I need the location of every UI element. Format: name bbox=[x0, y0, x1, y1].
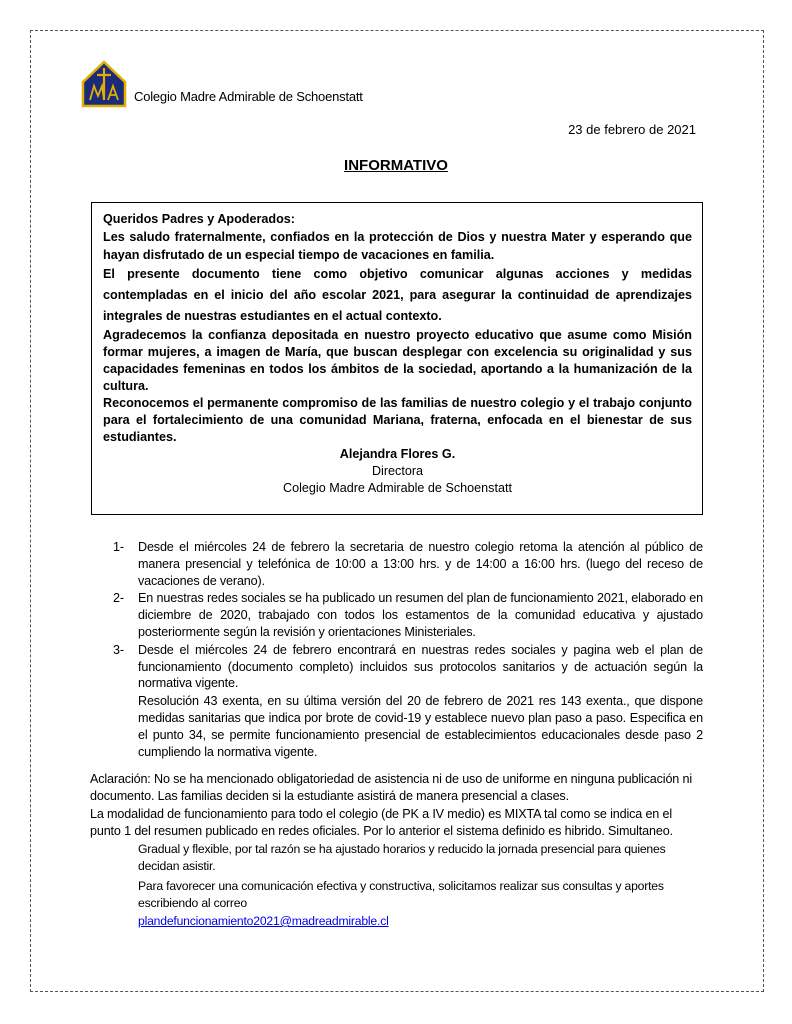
clarification-text: Aclaración: No se ha mencionado obligatoriedad de asistencia ni de uso de uniforme en ninguna publicación ni documento. Las familias deciden si la estudiante asistirá de manera presencial a clases. bbox=[90, 772, 693, 803]
signature-school: Colegio Madre Admirable de Schoenstatt bbox=[283, 481, 512, 495]
paragraph-2: El presente documento tiene como objetivo comunicar algunas acciones y medidas contempladas en el inicio del año escolar 2021, para asegurar la continuidad de aprendizajes integrales de nuestras estudiantes en el actual contexto. bbox=[103, 267, 692, 323]
list-item bbox=[113, 590, 703, 640]
email-link[interactable]: plandefuncionamiento2021@madreadmirable.cl bbox=[138, 914, 389, 928]
signature-name: Alejandra Flores G. bbox=[339, 447, 456, 461]
school-logo-icon bbox=[79, 60, 129, 110]
modality-text: La modalidad de funcionamiento para todo el colegio (de PK a IV medio) es MIXTA tal como se indica en el punto 1 del resumen publicado en redes oficiales. Por lo anterior el sistema definido es hibrido. Simultaneo. bbox=[90, 807, 673, 838]
paragraph-4: Reconocemos el permanente compromiso de las familias de nuestro colegio y el trabajo conjunto para el fortalecimiento de una comunidad Mariana, fraterna, enfocada en el bienestar de sus estudiantes. bbox=[103, 396, 692, 444]
announcement-list bbox=[113, 539, 703, 760]
signature-role: Directora bbox=[371, 464, 424, 478]
list-text: En nuestras redes sociales se ha publicado un resumen del plan de funcionamiento 2021, elaborado en diciembre de 2020, trabajado con todos los estamentos de la comunidad educativa y ajustado posteriormente según la revisión y orientaciones Ministeriales. bbox=[138, 591, 703, 639]
email-row bbox=[138, 913, 703, 930]
paragraph-3: Agradecemos la confianza depositada en nuestro proyecto educativo que asume como Misión formar mujeres, a imagen de María, que buscan desplegar con excelencia su originalidad y sus capacidades femeninas en todos los ámbitos de la sociedad, aportando a la humanización de la cultura. bbox=[103, 328, 692, 393]
contact-text: Para favorecer una comunicación efectiva y constructiva, solicitamos realizar sus consultas y aportes escribiendo al correo bbox=[138, 879, 664, 910]
school-header: Colegio Madre Admirable de Schoenstatt bbox=[134, 89, 363, 104]
letter-box bbox=[91, 202, 703, 515]
list-item bbox=[113, 642, 703, 692]
list-number: 1- bbox=[113, 540, 124, 554]
paragraph-1: Les saludo fraternalmente, confiados en la protección de Dios y nuestra Mater y esperando que hayan disfrutado de un especial tiempo de vacaciones en familia. bbox=[103, 230, 692, 262]
greeting: Queridos Padres y Apoderados: bbox=[103, 212, 295, 226]
list-number: 3- bbox=[113, 642, 124, 657]
resolution-text: Resolución 43 exenta, en su última versión del 20 de febrero de 2021 res 143 exenta., que dispone medidas sanitarias que indica por brote de covid-19 y establece nuevo plan paso a paso. Especifica en el punto 34, se permite funcionamiento presencial de establecimientos educacionales desde paso 2 cumpliendo la normativa vigente. bbox=[138, 694, 703, 759]
document-date: 23 de febrero de 2021 bbox=[568, 122, 696, 137]
list-number: 2- bbox=[113, 591, 124, 606]
list-text: Desde el miércoles 24 de febrero encontrará en nuestras redes sociales y pagina web el plan de funcionamiento (documento completo) incluidos sus protocolos sanitarios y de actuación según la normativa vigente. bbox=[138, 642, 703, 691]
gradual-text: Gradual y flexible, por tal razón se ha ajustado horarios y reducido la jornada presencial para quienes decidan asistir. bbox=[138, 842, 666, 873]
document-title: INFORMATIVO bbox=[344, 157, 448, 174]
list-item bbox=[113, 539, 703, 589]
list-text: Desde el miércoles 24 de febrero la secretaria de nuestro colegio retoma la atención al público de manera presencial y telefónica de 10:00 a 13:00 hrs. y de 14:00 a 16:00 hrs. (luego del receso de vacaciones de verano). bbox=[138, 540, 703, 588]
signature bbox=[103, 446, 692, 497]
